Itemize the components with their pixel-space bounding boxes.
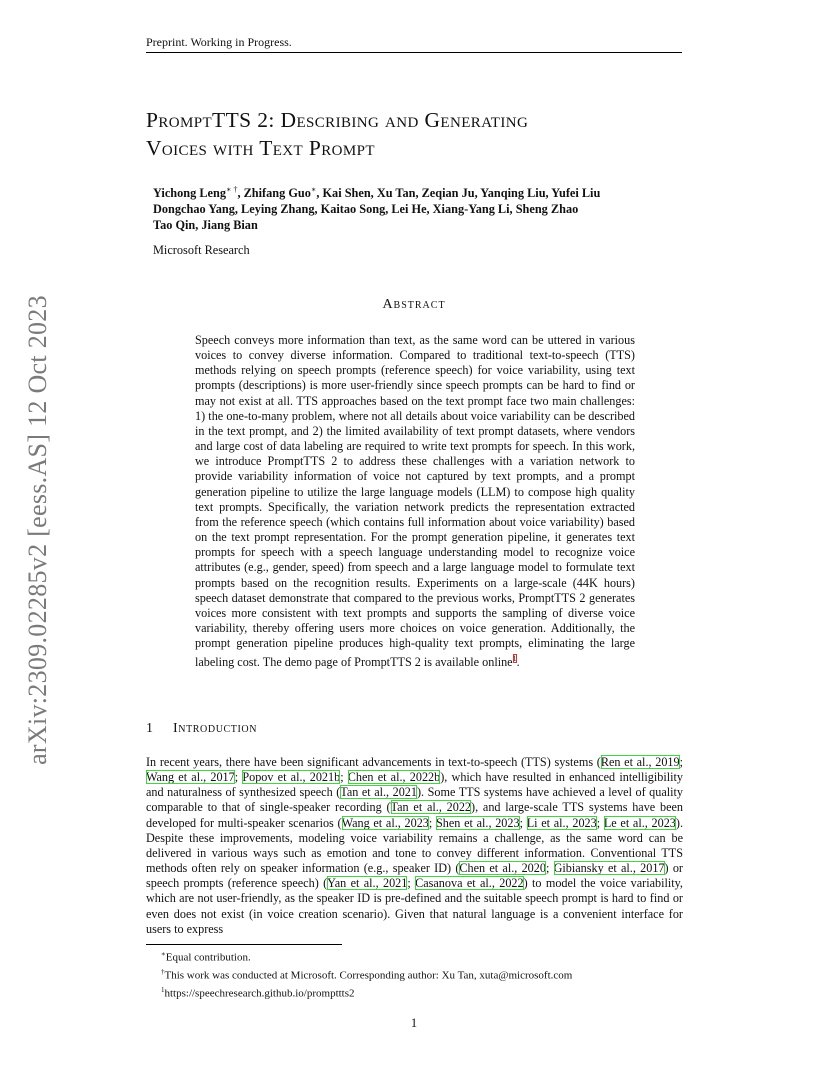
citation-link[interactable]: Ren et al., 2019 — [600, 755, 680, 769]
citation-link[interactable]: Casanova et al., 2022 — [415, 876, 524, 891]
footnote-rule — [146, 944, 342, 945]
title-line-1 — [146, 106, 686, 134]
title-word-tts2: TTS 2: — [212, 108, 281, 132]
footnote-link[interactable]: 1 — [512, 654, 517, 664]
introduction-body: In recent years, there have been significant advancements in text-to-speech (TTS) systems (Ren et al., 2019; Wang et al., 2017; Popov et al., 2021b; Chen et al., 2022b), which have resulted in enhanced intelligibility and naturalness of synthesized speech (Tan et al., 2021). Some TTS systems have achieved a level of quality comparable to that of single-speaker recording (Tan et al., 2022), and large-scale TTS systems have been developed for multi-speaker scenarios (Wang et al., 2023; Shen et al., 2023; Li et al., 2023; Le et al., 2023). Despite these improvements, modeling voice variability remains a challenge, as the same word can be delivered in various ways such as emotion and tone to convey different information. Conventional TTS methods often rely on speaker information (e.g., speaker ID) (Chen et al., 2020; Gibiansky et al., 2017) or speech prompts (reference speech) (Yan et al., 2021; Casanova et al., 2022) to model the voice variability, which are not user-friendly, as the speaker ID is pre-defined and the suitable speech prompt is hard to find or even does not exist (in voice creation scenario). Given that natural language is a convenient interface for users to express — [146, 755, 684, 936]
citation-link[interactable]: Wang et al., 2017 — [146, 770, 235, 785]
citation-link[interactable]: Tan et al., 2022 — [390, 800, 472, 815]
header-rule — [146, 52, 682, 53]
author-line-1: Yichong Leng∗ †, Zhifang Guo∗, Kai Shen, Xu Tan, Zeqian Ju, Yanqing Liu, Yufei Liu — [153, 185, 601, 201]
author-line-2: Dongchao Yang, Leying Zhang, Kaitao Song, Lei He, Xiang-Yang Li, Sheng Zhao — [153, 202, 579, 217]
title-word-voices: Voices with — [146, 136, 260, 160]
citation-link[interactable]: Chen et al., 2020 — [459, 861, 546, 876]
author-list — [153, 182, 693, 233]
author-line-3: Tao Qin, Jiang Bian — [153, 218, 258, 233]
citation-link[interactable]: Li et al., 2023 — [526, 815, 597, 830]
citation-link[interactable]: Chen et al., 2022b — [347, 770, 441, 785]
citation-link[interactable]: Tan et al., 2021 — [340, 785, 417, 800]
footnote: $^1$https://speechresearch.github.io/prompttts2 — [161, 986, 355, 1000]
title-word-generating: Generating — [424, 108, 529, 132]
affiliation: Microsoft Research — [153, 243, 250, 257]
citation-link[interactable]: Gibiansky et al., 2017 — [553, 861, 665, 876]
abstract-body: Speech conveys more information than text, as the same word can be uttered in various voices to convey diverse information. Compared to traditional text-to-speech (TTS) methods relying on speech prompts (reference speech) for voice variability, using text prompts (descriptions) is more user-friendly since speech prompts can be hard to find or may not exist at all. TTS approaches based on the text prompt face two main challenges: 1) the one-to-many problem, where not all details about voice variability can be described in the text prompt, and 2) the limited availability of text prompt datasets, where vendors and large cost of data labeling are required to write text prompts for speech. In this work, we introduce PromptTTS 2 to address these challenges with a variation network to provide variability information of voice not captured by text prompts, and a prompt generation pipeline to utilize the large language models (LLM) to compose high quality text prompts. Specifically, the variation network predicts the representation extracted from the reference speech (which contains full information about voice variability) based on the text prompt representation. For the prompt generation pipeline, it generates text prompts for speech with a speech language understanding model to recognize voice attributes (e.g., gender, speed) from speech and a large language model to formulate text prompts based on the recognition results. Experiments on a large-scale (44K hours) speech dataset demonstrate that compared to the previous works, PromptTTS 2 generates voices more consistent with text prompts and supports the sampling of diverse voice variability, thereby offering users more choices on voice generation. Additionally, the prompt generation pipeline produces high-quality text prompts, eliminating the large labeling cost. The demo page of PromptTTS 2 is available online$^1$. — [195, 333, 635, 670]
paper-title — [146, 106, 686, 162]
citation-link[interactable]: Popov et al., 2021b — [242, 770, 341, 785]
running-header: Preprint. Working in Progress. — [146, 35, 292, 49]
section-title: Introduction — [173, 721, 258, 736]
citation-link[interactable]: Shen et al., 2023 — [436, 815, 520, 830]
section-number: 1 — [146, 721, 153, 736]
title-word-text: Text — [259, 136, 309, 160]
page-number: 1 — [410, 1016, 418, 1030]
title-word-prompt: Prompt — [146, 108, 213, 132]
footnotes — [161, 947, 572, 1001]
citation-link[interactable]: Yan et al., 2021 — [327, 876, 408, 891]
title-line-2 — [146, 134, 686, 162]
abstract-heading: Abstract — [382, 297, 446, 312]
arxiv-stamp: arXiv:2309.02285v2 [eess.AS] 12 Oct 2023 — [23, 295, 52, 765]
footnote: ∗Equal contribution. — [161, 950, 251, 964]
footnote: †This work was conducted at Microsoft. Corresponding author: Xu Tan, xuta@microsoft.com — [161, 968, 573, 982]
citation-link[interactable]: Wang et al., 2023 — [341, 815, 429, 830]
title-word-prompt-2: Prompt — [308, 136, 375, 160]
citation-link[interactable]: Le et al., 2023 — [603, 815, 676, 830]
title-word-describing: Describing and — [280, 108, 425, 132]
